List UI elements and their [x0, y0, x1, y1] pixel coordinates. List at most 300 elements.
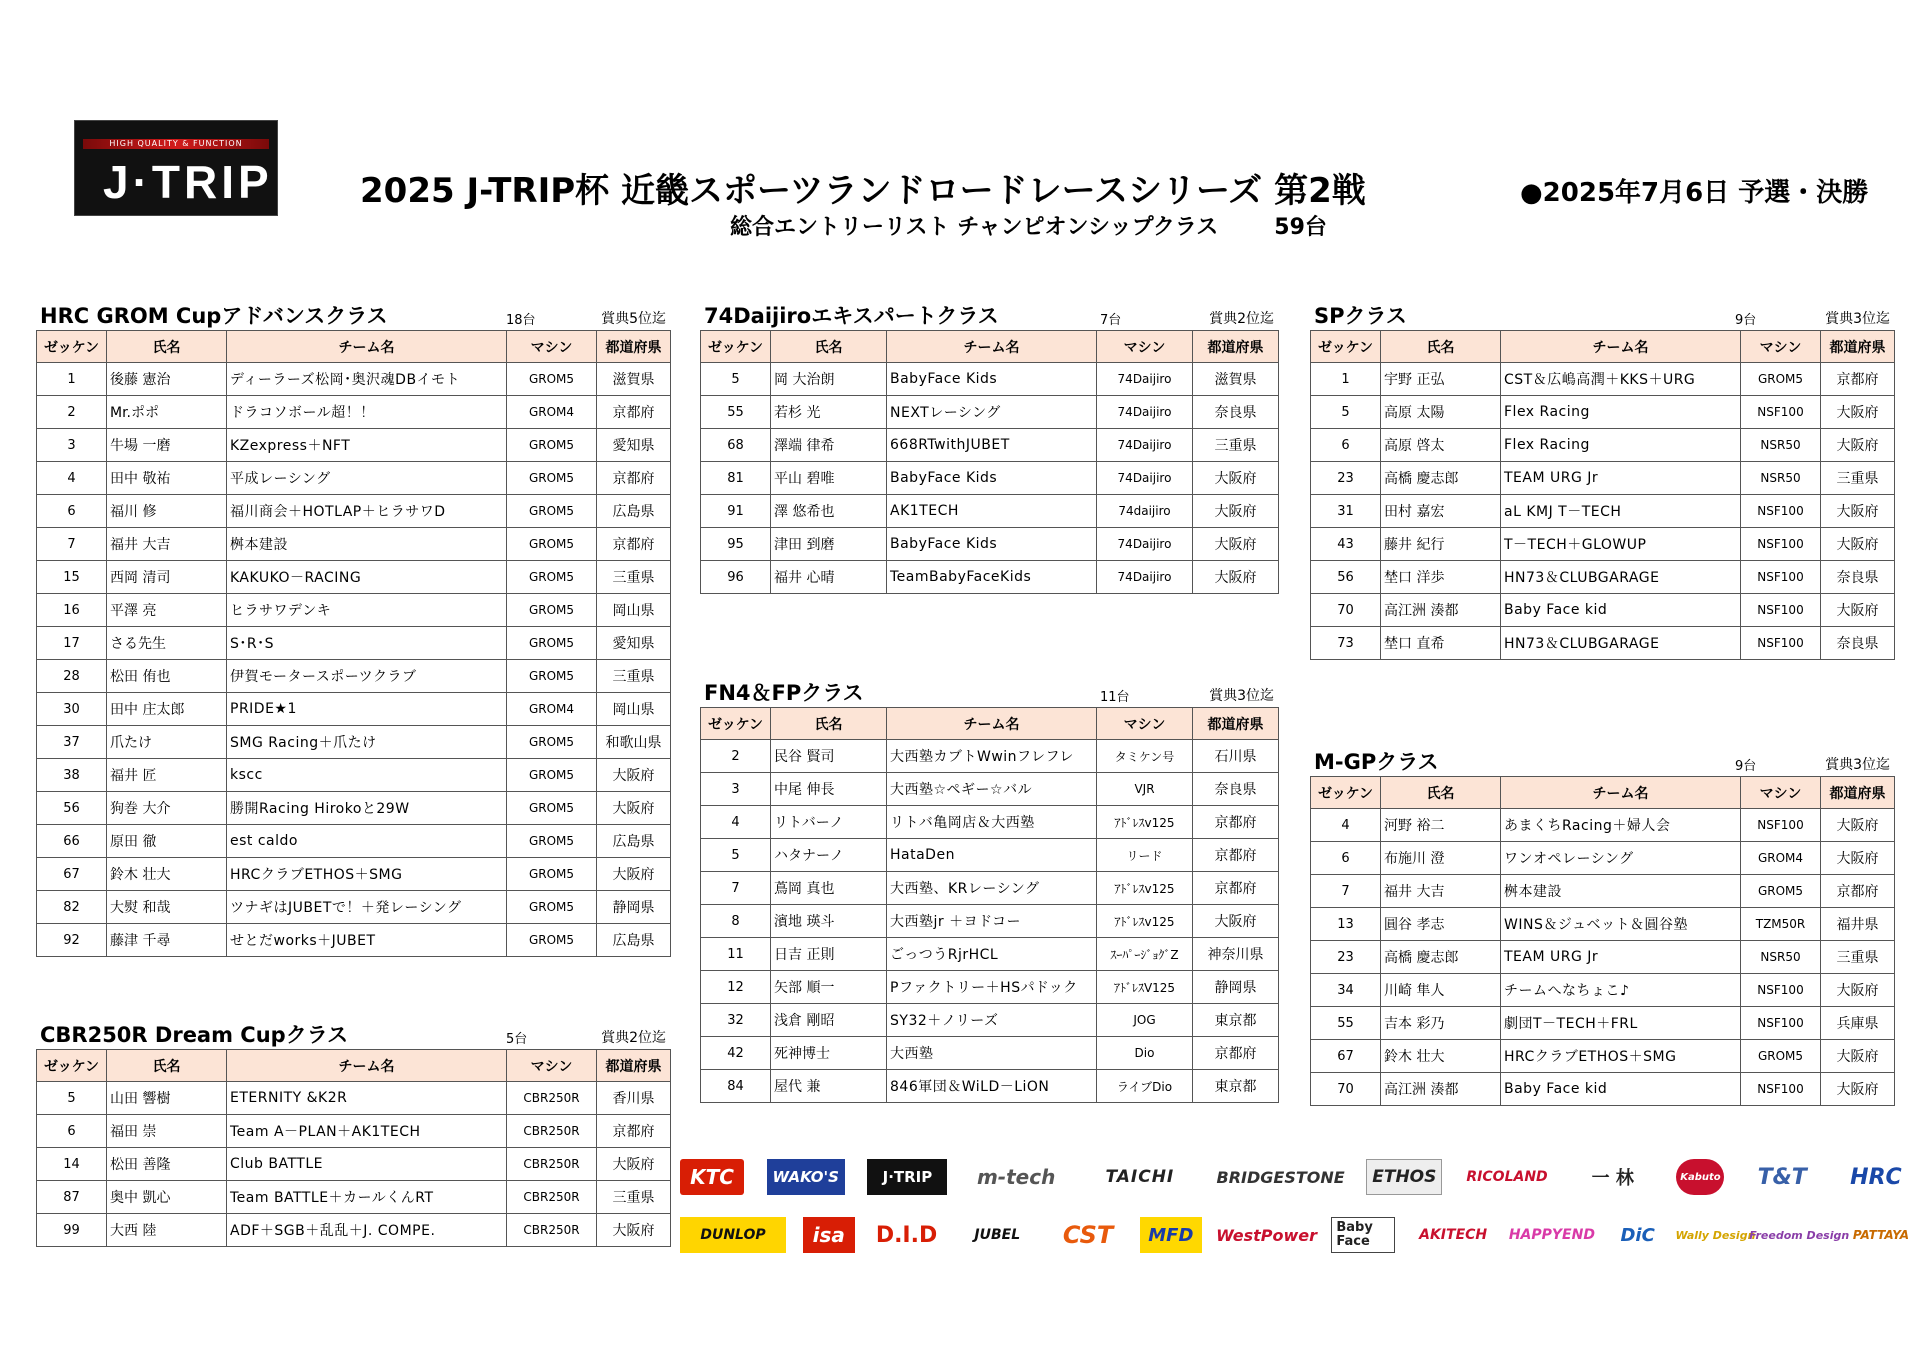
rider-name: 爪たけ — [107, 726, 227, 759]
table-header-row — [37, 331, 671, 363]
entry-number: 8 — [701, 905, 771, 938]
machine: GROM5 — [507, 495, 597, 528]
rider-name: 澤端 律希 — [771, 429, 887, 462]
prefecture: 大阪府 — [1193, 905, 1279, 938]
rider-name: 圓谷 孝志 — [1381, 908, 1501, 941]
table-row — [37, 1181, 671, 1214]
prefecture: 大阪府 — [1821, 528, 1895, 561]
prefecture: 京都府 — [597, 462, 671, 495]
table-header-row — [1311, 331, 1895, 363]
entry-number: 5 — [701, 363, 771, 396]
machine: CBR250R — [507, 1181, 597, 1214]
entry-number: 7 — [701, 872, 771, 905]
entry-number: 13 — [1311, 908, 1381, 941]
table-row — [37, 825, 671, 858]
team-name: BabyFace Kids — [887, 528, 1097, 561]
rider-name: 後藤 憲治 — [107, 363, 227, 396]
section-daijiro — [700, 306, 1278, 594]
prefecture: 京都府 — [597, 1115, 671, 1148]
entry-number: 1 — [37, 363, 107, 396]
rider-name: 藤津 千尋 — [107, 924, 227, 957]
rider-name: 高橋 慶志郎 — [1381, 941, 1501, 974]
machine: NSR50 — [1741, 941, 1821, 974]
class-name: 74Daijiroエキスパートクラス — [704, 304, 999, 328]
class-prize: 賞典5位迄 — [601, 311, 666, 327]
rider-name: 鈴木 壮大 — [1381, 1040, 1501, 1073]
column-header: マシン — [1097, 331, 1193, 363]
machine: CBR250R — [507, 1082, 597, 1115]
rider-name: さる先生 — [107, 627, 227, 660]
prefecture: 大阪府 — [1821, 974, 1895, 1007]
team-name: チームへなちょこ♪ — [1501, 974, 1741, 1007]
entry-number: 23 — [1311, 941, 1381, 974]
entry-number: 3 — [37, 429, 107, 462]
machine: GROM5 — [507, 660, 597, 693]
rider-name: 高橋 慶志郎 — [1381, 462, 1501, 495]
machine: NSF100 — [1741, 1007, 1821, 1040]
sponsor-logo: isa — [803, 1217, 855, 1253]
machine: NSR50 — [1741, 462, 1821, 495]
rider-name: 平澤 亮 — [107, 594, 227, 627]
machine: JOG — [1097, 1004, 1193, 1037]
entry-number: 6 — [1311, 429, 1381, 462]
prefecture: 東京都 — [1193, 1004, 1279, 1037]
machine: ｱﾄﾞﾚｽv125 — [1097, 905, 1193, 938]
prefecture: 東京都 — [1193, 1070, 1279, 1103]
column-header: マシン — [1741, 331, 1821, 363]
rider-name: 福田 崇 — [107, 1115, 227, 1148]
rider-name: Mr.ポポ — [107, 396, 227, 429]
column-header: チーム名 — [887, 331, 1097, 363]
machine: CBR250R — [507, 1148, 597, 1181]
prefecture: 滋賀県 — [597, 363, 671, 396]
rider-name: 河野 裕二 — [1381, 809, 1501, 842]
table-row — [37, 660, 671, 693]
table-row — [701, 806, 1279, 839]
team-name: WINS＆ジュベット＆圓谷塾 — [1501, 908, 1741, 941]
entry-number: 34 — [1311, 974, 1381, 1007]
machine: NSF100 — [1741, 809, 1821, 842]
rider-name: 西岡 清司 — [107, 561, 227, 594]
table-row — [701, 363, 1279, 396]
entry-number: 66 — [37, 825, 107, 858]
team-name: 668RTwithJUBET — [887, 429, 1097, 462]
column-header: ゼッケン — [1311, 331, 1381, 363]
prefecture: 愛知県 — [597, 429, 671, 462]
prefecture: 大阪府 — [1821, 495, 1895, 528]
sponsor-logo: WAKO'S — [767, 1159, 845, 1195]
entry-table — [700, 330, 1279, 594]
prefecture: 京都府 — [597, 528, 671, 561]
table-row — [701, 528, 1279, 561]
entry-number: 32 — [701, 1004, 771, 1037]
rider-name: 高江洲 湊都 — [1381, 594, 1501, 627]
rider-name: 福井 大吉 — [107, 528, 227, 561]
machine: GROM5 — [507, 627, 597, 660]
j-trip-logo — [74, 120, 278, 216]
column-header: 都道府県 — [597, 1050, 671, 1082]
entry-number: 7 — [37, 528, 107, 561]
class-count: 11台 — [1100, 690, 1130, 705]
rider-name: 大熨 和哉 — [107, 891, 227, 924]
total-count: 59台 — [1274, 215, 1327, 240]
machine: NSF100 — [1741, 1073, 1821, 1106]
table-row — [1311, 908, 1895, 941]
rider-name: 宇野 正弘 — [1381, 363, 1501, 396]
class-count: 9台 — [1735, 759, 1757, 774]
team-name: HN73＆CLUBGARAGE — [1501, 627, 1741, 660]
table-row — [1311, 429, 1895, 462]
rider-name: ハタナーノ — [771, 839, 887, 872]
team-name: KAKUKO－RACING — [227, 561, 507, 594]
class-name: FN4＆FPクラス — [704, 681, 864, 705]
machine: ｱﾄﾞﾚｽv125 — [1097, 872, 1193, 905]
machine: 74Daijiro — [1097, 396, 1193, 429]
entry-number: 42 — [701, 1037, 771, 1070]
column-header: ゼッケン — [701, 708, 771, 740]
column-header: マシン — [507, 331, 597, 363]
prefecture: 福井県 — [1821, 908, 1895, 941]
prefecture: 大阪府 — [597, 1214, 671, 1247]
table-row — [37, 891, 671, 924]
column-header: マシン — [1097, 708, 1193, 740]
event-date: ●2025年7月6日 予選・決勝 — [1520, 178, 1869, 208]
class-name: M-GPクラス — [1314, 750, 1439, 774]
column-header: ゼッケン — [1311, 777, 1381, 809]
table-row — [37, 429, 671, 462]
column-header: 氏名 — [107, 1050, 227, 1082]
team-name: 大西塾 — [887, 1037, 1097, 1070]
entry-number: 56 — [37, 792, 107, 825]
entry-number: 56 — [1311, 561, 1381, 594]
machine: Dio — [1097, 1037, 1193, 1070]
column-header: マシン — [1741, 777, 1821, 809]
class-count: 7台 — [1100, 313, 1122, 328]
entry-number: 11 — [701, 938, 771, 971]
prefecture: 奈良県 — [1821, 561, 1895, 594]
machine: GROM5 — [507, 792, 597, 825]
sponsor-logo: J·TRIP — [867, 1159, 947, 1195]
machine: NSF100 — [1741, 528, 1821, 561]
machine: 74Daijiro — [1097, 462, 1193, 495]
column-header: ゼッケン — [37, 331, 107, 363]
entry-number: 6 — [37, 495, 107, 528]
machine: 74Daijiro — [1097, 528, 1193, 561]
machine: GROM5 — [507, 363, 597, 396]
table-row — [1311, 941, 1895, 974]
entry-number: 37 — [37, 726, 107, 759]
rider-name: 狗巻 大介 — [107, 792, 227, 825]
prefecture: 三重県 — [597, 660, 671, 693]
prefecture: 広島県 — [597, 825, 671, 858]
sponsor-logo: Freedom Design — [1749, 1228, 1850, 1242]
class-prize: 賞典2位迄 — [601, 1030, 666, 1046]
machine: GROM5 — [507, 726, 597, 759]
rider-name: 大西 陸 — [107, 1214, 227, 1247]
team-name: リトバ亀岡店＆大西塾 — [887, 806, 1097, 839]
column-header: 氏名 — [1381, 331, 1501, 363]
rider-name: 原田 徹 — [107, 825, 227, 858]
team-name: NEXTレーシング — [887, 396, 1097, 429]
entry-number: 38 — [37, 759, 107, 792]
section-sp — [1310, 306, 1894, 660]
machine: NSF100 — [1741, 561, 1821, 594]
sponsor-logo: RICOLAND — [1466, 1169, 1548, 1185]
machine: GROM5 — [507, 825, 597, 858]
class-count: 5台 — [506, 1032, 528, 1047]
logo-text: J·TRIP — [103, 156, 273, 208]
prefecture: 静岡県 — [1193, 971, 1279, 1004]
machine: GROM5 — [507, 924, 597, 957]
column-header: 都道府県 — [1193, 331, 1279, 363]
prefecture: 岡山県 — [597, 693, 671, 726]
rider-name: 日吉 正則 — [771, 938, 887, 971]
column-header: チーム名 — [1501, 331, 1741, 363]
rider-name: 高江洲 湊都 — [1381, 1073, 1501, 1106]
prefecture: 大阪府 — [1821, 842, 1895, 875]
prefecture: 大阪府 — [1193, 495, 1279, 528]
machine: GROM5 — [507, 561, 597, 594]
table-row — [1311, 1040, 1895, 1073]
rider-name: 埜口 直希 — [1381, 627, 1501, 660]
sponsor-logo: CST — [1062, 1221, 1114, 1249]
table-row — [701, 872, 1279, 905]
prefecture: 大阪府 — [1821, 594, 1895, 627]
prefecture: 京都府 — [1821, 363, 1895, 396]
prefecture: 奈良県 — [1193, 773, 1279, 806]
prefecture: 静岡県 — [597, 891, 671, 924]
prefecture: 京都府 — [1193, 872, 1279, 905]
rider-name: 藤井 紀行 — [1381, 528, 1501, 561]
table-row — [37, 396, 671, 429]
team-name: 劇団T－TECH＋FRL — [1501, 1007, 1741, 1040]
prefecture: 奈良県 — [1821, 627, 1895, 660]
machine: NSF100 — [1741, 974, 1821, 1007]
team-name: ディーラーズ松岡･奥沢魂DBイモト — [227, 363, 507, 396]
rider-name: 矢部 順一 — [771, 971, 887, 1004]
table-row — [37, 693, 671, 726]
page-title: 2025 J-TRIP杯 近畿スポーツランドロードレースシリーズ 第2戦 — [360, 171, 1366, 211]
entry-number: 55 — [1311, 1007, 1381, 1040]
rider-name: 福井 匠 — [107, 759, 227, 792]
prefecture: 兵庫県 — [1821, 1007, 1895, 1040]
table-row — [1311, 875, 1895, 908]
machine: ライブDio — [1097, 1070, 1193, 1103]
entry-table — [700, 707, 1279, 1103]
class-prize: 賞典3位迄 — [1825, 311, 1890, 327]
entry-number: 30 — [37, 693, 107, 726]
section-header — [700, 306, 1278, 330]
section-header — [36, 1025, 670, 1049]
prefecture: 滋賀県 — [1193, 363, 1279, 396]
machine: CBR250R — [507, 1115, 597, 1148]
machine: NSF100 — [1741, 495, 1821, 528]
entry-number: 4 — [1311, 809, 1381, 842]
rider-name: 死神博士 — [771, 1037, 887, 1070]
entry-number: 12 — [701, 971, 771, 1004]
machine: GROM5 — [507, 891, 597, 924]
sponsor-logo: JUBEL — [974, 1227, 1021, 1243]
team-name: 伊賀モータースポーツクラブ — [227, 660, 507, 693]
sponsor-logo: Kabuto — [1676, 1159, 1724, 1195]
machine: GROM5 — [507, 858, 597, 891]
team-name: ツナギはJUBETで！＋発レーシング — [227, 891, 507, 924]
table-row — [37, 627, 671, 660]
entry-number: 5 — [1311, 396, 1381, 429]
machine: GROM5 — [1741, 363, 1821, 396]
machine: GROM5 — [507, 759, 597, 792]
table-row — [1311, 627, 1895, 660]
prefecture: 大阪府 — [1193, 561, 1279, 594]
entry-number: 6 — [37, 1115, 107, 1148]
rider-name: 若杉 光 — [771, 396, 887, 429]
team-name: 福川商会＋HOTLAP＋ヒラサワD — [227, 495, 507, 528]
entry-table — [1310, 776, 1895, 1106]
section-header — [1310, 752, 1894, 776]
machine: NSF100 — [1741, 594, 1821, 627]
rider-name: 高原 太陽 — [1381, 396, 1501, 429]
team-name: ごっつうRjrHCL — [887, 938, 1097, 971]
table-row — [1311, 594, 1895, 627]
column-header: ゼッケン — [701, 331, 771, 363]
prefecture: 三重県 — [1821, 462, 1895, 495]
entry-number: 1 — [1311, 363, 1381, 396]
table-header-row — [1311, 777, 1895, 809]
team-name: CST＆広嶋高潤＋KKS＋URG — [1501, 363, 1741, 396]
entry-number: 99 — [37, 1214, 107, 1247]
sponsor-logo: ETHOS — [1366, 1159, 1442, 1195]
team-name: ワンオペレーシング — [1501, 842, 1741, 875]
entry-number: 70 — [1311, 1073, 1381, 1106]
rider-name: 福川 修 — [107, 495, 227, 528]
class-prize: 賞典3位迄 — [1825, 757, 1890, 773]
entry-number: 15 — [37, 561, 107, 594]
team-name: HN73＆CLUBGARAGE — [1501, 561, 1741, 594]
prefecture: 三重県 — [597, 561, 671, 594]
prefecture: 神奈川県 — [1193, 938, 1279, 971]
sponsor-logo: KTC — [680, 1159, 744, 1195]
team-name: AK1TECH — [887, 495, 1097, 528]
team-name: TEAM URG Jr — [1501, 941, 1741, 974]
team-name: Pファクトリー＋HSパドック — [887, 971, 1097, 1004]
table-row — [701, 561, 1279, 594]
entry-number: 16 — [37, 594, 107, 627]
entry-number: 17 — [37, 627, 107, 660]
sponsor-logo: m-tech — [976, 1165, 1056, 1189]
table-row — [701, 429, 1279, 462]
entry-number: 68 — [701, 429, 771, 462]
sponsor-logo: T&T — [1757, 1164, 1807, 1190]
table-row — [37, 858, 671, 891]
table-header-row — [701, 708, 1279, 740]
rider-name: 川崎 隼人 — [1381, 974, 1501, 1007]
rider-name: 蔦岡 真也 — [771, 872, 887, 905]
team-name: HRCクラブETHOS＋SMG — [1501, 1040, 1741, 1073]
table-row — [37, 528, 671, 561]
rider-name: 山田 響樹 — [107, 1082, 227, 1115]
section-cbr — [36, 1025, 670, 1247]
machine: GROM4 — [507, 396, 597, 429]
sponsor-logo: DUNLOP — [680, 1217, 786, 1253]
team-name: BabyFace Kids — [887, 363, 1097, 396]
sponsor-logo: Baby Face — [1331, 1217, 1395, 1253]
entry-number: 96 — [701, 561, 771, 594]
entry-number: 5 — [701, 839, 771, 872]
team-name: PRIDE★1 — [227, 693, 507, 726]
machine: GROM5 — [1741, 875, 1821, 908]
prefecture: 京都府 — [1193, 1037, 1279, 1070]
team-name: TEAM URG Jr — [1501, 462, 1741, 495]
class-count: 9台 — [1735, 313, 1757, 328]
table-row — [701, 971, 1279, 1004]
section-header — [700, 683, 1278, 707]
prefecture: 岡山県 — [597, 594, 671, 627]
team-name: ヒラサワデンキ — [227, 594, 507, 627]
table-row — [1311, 1073, 1895, 1106]
entry-number: 55 — [701, 396, 771, 429]
machine: GROM5 — [507, 462, 597, 495]
team-name: 平成レーシング — [227, 462, 507, 495]
table-header-row — [37, 1050, 671, 1082]
entry-number: 3 — [701, 773, 771, 806]
sponsor-logo: 一 林 — [1591, 1168, 1634, 1189]
team-name: ETERNITY &K2R — [227, 1082, 507, 1115]
team-name: ADF＋SGB＋乱乱＋J. COMPE. — [227, 1214, 507, 1247]
prefecture: 大阪府 — [1193, 462, 1279, 495]
class-prize: 賞典2位迄 — [1209, 311, 1274, 327]
entry-number: 84 — [701, 1070, 771, 1103]
column-header: 都道府県 — [597, 331, 671, 363]
section-grom — [36, 306, 670, 957]
column-header: 都道府県 — [1193, 708, 1279, 740]
machine: ｱﾄﾞﾚｽv125 — [1097, 806, 1193, 839]
entry-number: 43 — [1311, 528, 1381, 561]
entry-table — [36, 1049, 671, 1247]
table-row — [1311, 462, 1895, 495]
rider-name: 鈴木 壮大 — [107, 858, 227, 891]
machine: GROM4 — [1741, 842, 1821, 875]
table-row — [37, 1148, 671, 1181]
prefecture: 大阪府 — [597, 1148, 671, 1181]
sponsor-row-2 — [680, 1213, 1912, 1257]
machine: VJR — [1097, 773, 1193, 806]
team-name: 桝本建設 — [227, 528, 507, 561]
column-header: ゼッケン — [37, 1050, 107, 1082]
entry-table — [36, 330, 671, 957]
prefecture: 大阪府 — [597, 792, 671, 825]
entry-number: 95 — [701, 528, 771, 561]
machine: NSR50 — [1741, 429, 1821, 462]
team-name: TeamBabyFaceKids — [887, 561, 1097, 594]
team-name: Team A－PLAN＋AK1TECH — [227, 1115, 507, 1148]
sponsor-row-1 — [680, 1155, 1912, 1199]
column-header: チーム名 — [227, 331, 507, 363]
rider-name: 津田 到磨 — [771, 528, 887, 561]
sponsor-logo: D.I.D — [875, 1222, 938, 1248]
table-row — [701, 495, 1279, 528]
entry-number: 14 — [37, 1148, 107, 1181]
prefecture: 大阪府 — [1821, 809, 1895, 842]
team-name: 大西塾カブトWwinフレフレ — [887, 740, 1097, 773]
column-header: 氏名 — [1381, 777, 1501, 809]
prefecture: 三重県 — [1193, 429, 1279, 462]
table-row — [1311, 528, 1895, 561]
entry-number: 2 — [37, 396, 107, 429]
rider-name: 布施川 澄 — [1381, 842, 1501, 875]
rider-name: 民谷 賢司 — [771, 740, 887, 773]
table-row — [701, 938, 1279, 971]
machine: GROM4 — [507, 693, 597, 726]
